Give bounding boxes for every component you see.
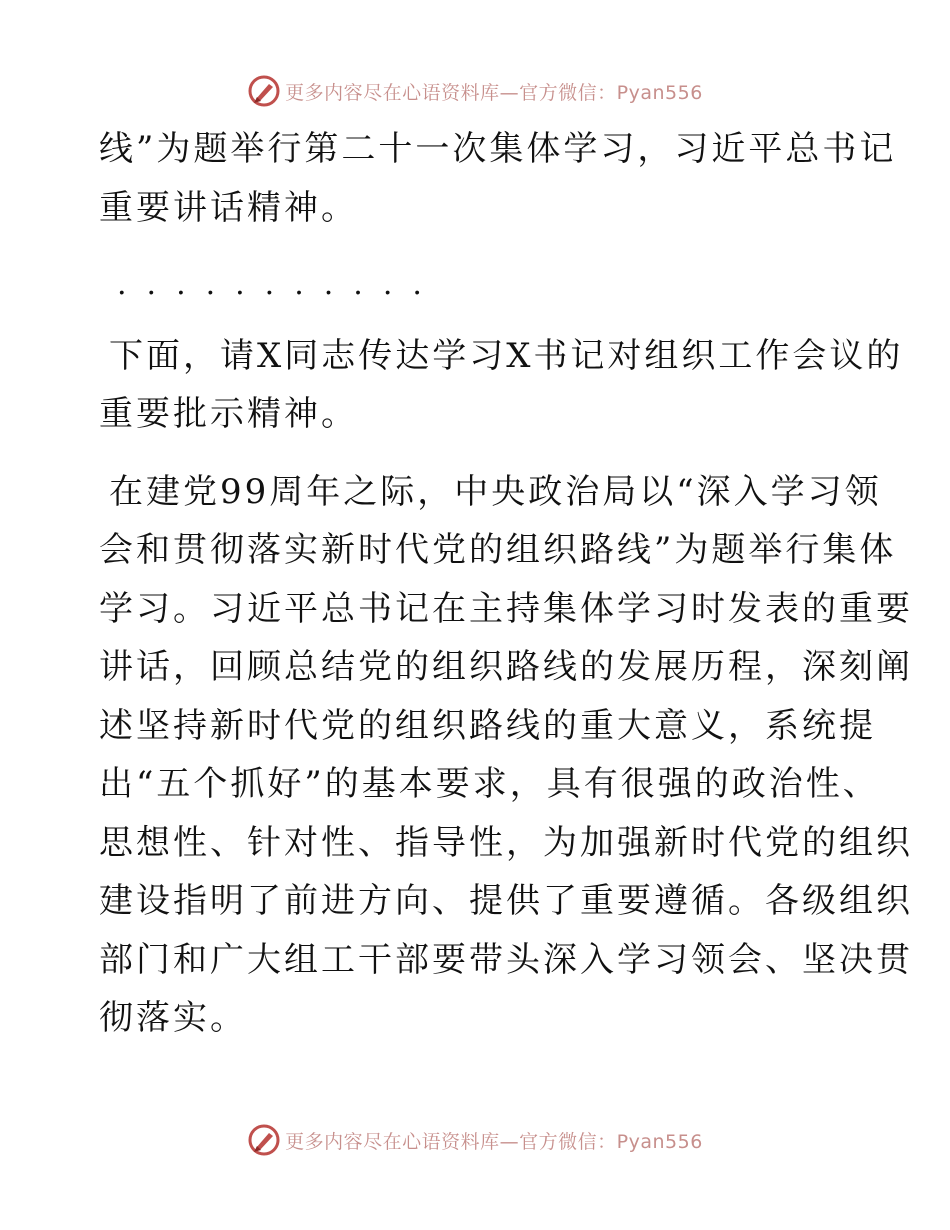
body-line: 讲话，回顾总结党的组织路线的发展历程，深刻阐: [99, 647, 913, 687]
ellipsis-separator: ...........: [117, 267, 442, 302]
watermark-text: 更多内容尽在心语资料库—官方微信：Pyan556: [285, 1130, 703, 1153]
watermark-text: 更多内容尽在心语资料库—官方微信：Pyan556: [285, 81, 703, 104]
header-watermark: [0, 71, 950, 111]
pen-logo-icon: [247, 1123, 281, 1157]
body-line: 在建党99周年之际，中央政治局以“深入学习领: [109, 471, 882, 512]
body-line: 下面，请X同志传达学习X书记对组织工作会议的: [109, 335, 904, 376]
pen-logo-icon: [247, 74, 281, 108]
body-line: 出“五个抓好”的基本要求，具有很强的政治性、: [99, 764, 880, 804]
body-line: 建设指明了前进方向、提供了重要遵循。各级组织: [99, 881, 913, 921]
body-line: 线”为题举行第二十一次集体学习，习近平总书记: [99, 129, 897, 169]
body-line: 思想性、针对性、指导性，为加强新时代党的组织: [99, 822, 913, 863]
body-line: 学习。习近平总书记在主持集体学习时发表的重要: [99, 588, 913, 629]
body-line: 部门和广大组工干部要带头深入学习领会、坚决贯: [99, 939, 913, 980]
body-line: 重要讲话精神。: [99, 187, 358, 228]
document-body: [99, 120, 913, 1048]
body-line: 会和贯彻落实新时代党的组织路线”为题举行集体: [99, 530, 897, 570]
body-line: 重要批示精神。: [99, 394, 358, 434]
body-line: 彻落实。: [99, 998, 247, 1038]
footer-watermark: [0, 1120, 950, 1160]
body-line: 述坚持新时代党的组织路线的重大意义，系统提: [99, 705, 876, 746]
